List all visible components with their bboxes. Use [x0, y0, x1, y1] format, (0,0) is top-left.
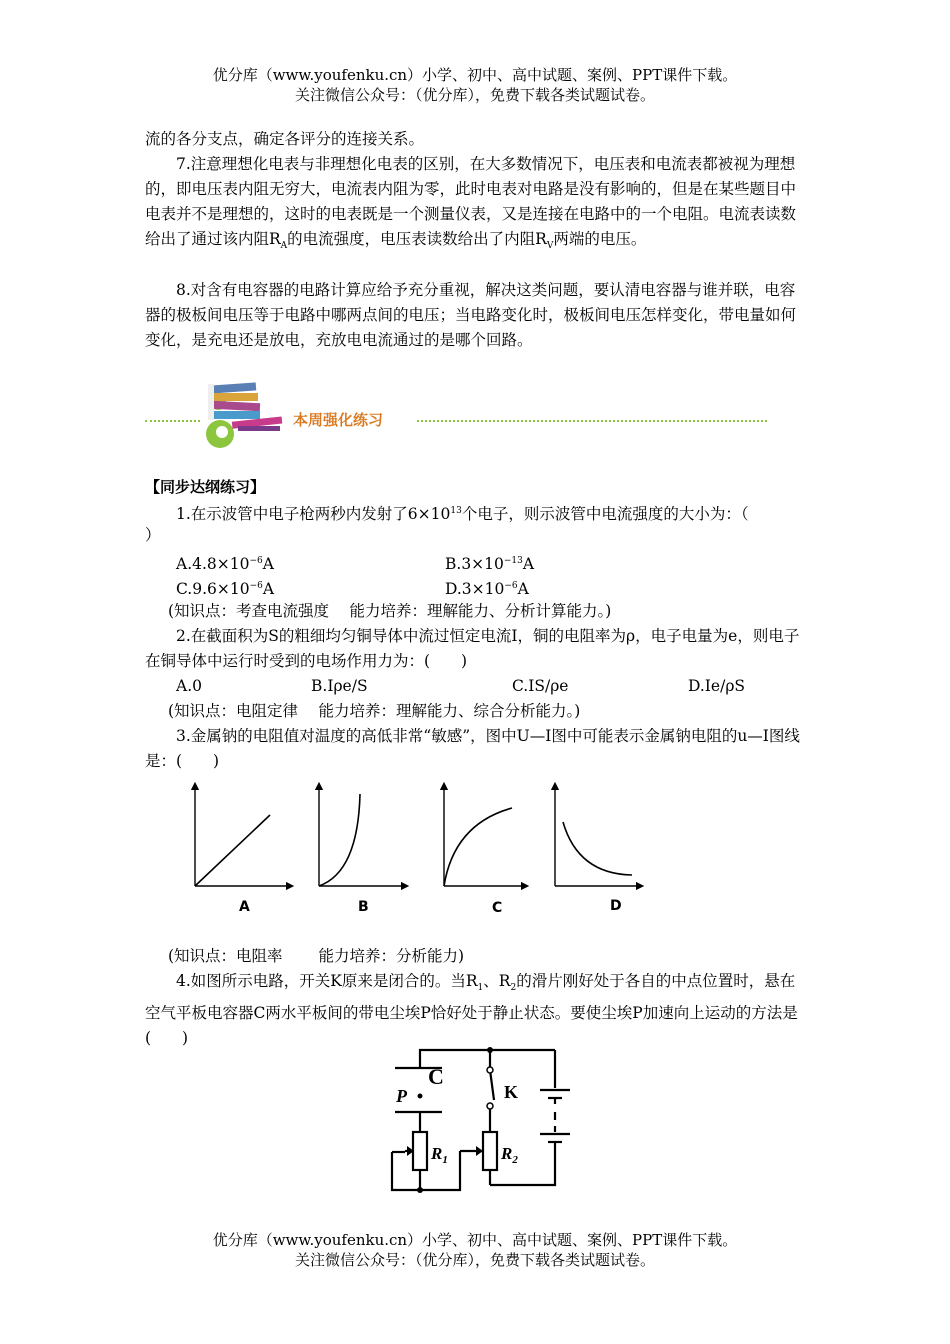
- page-header-line2: 关注微信公众号：（优分库），免费下载各类试题试卷。: [294, 86, 655, 104]
- q3-graphs: [180, 782, 650, 892]
- q1-option-b: $B.3\times 10^{-13}A$: [445, 555, 535, 574]
- q2-option-c: C.IS/ρe: [512, 677, 569, 695]
- switch-label: K: [504, 1082, 519, 1102]
- graph-label-c: C: [492, 900, 503, 916]
- q1-option-a: $A.4.8\times 10^{-6}A$: [176, 555, 274, 574]
- q2-knowledge-note: (知识点：电阻定律 能力培养：理解能力、综合分析能力。): [168, 702, 581, 720]
- q2-option-a: A.0: [176, 677, 202, 695]
- q3-stem: 3.金属钠的电阻值对温度的高低非常“敏感”，图中U—I图中可能表示金属钠电阻的u—I图线是：( ): [145, 727, 800, 770]
- paragraph-8: 8.对含有电容器的电路计算应给予充分重视，解决这类问题，要认清电容器与谁并联，电容器的极板间电压等于电路中哪两点间的电压；当电路变化时，极板间电压怎样变化，带电量如何变化，是充电还是放电，充放电电流通过的是哪个回路。: [145, 281, 797, 349]
- graph-c: [444, 786, 525, 886]
- graph-d: [555, 786, 640, 886]
- section-title: 【同步达纲练习】: [145, 478, 266, 496]
- q1-stem: 1.在示波管中电子枪两秒内发射了$6\times 10^{13}$个电子，则示波管中电流强度的大小为：（: [176, 505, 749, 524]
- paragraph-7: 7.注意理想化电表与非理想化电表的区别，在大多数情况下，电压表和电流表都被视为理想的，即电压表内阻无穷大，电流表内阻为零，此时电表对电路是没有影响的，但是在某些题目中电表并不是理想的，这时的电表既是一个测量仪表，又是连接在电路中的一个电阻。电流表读数给出了通过该内阻$R_A$的电流强度，电压表读数给出了内阻$R_V$两端的电压。: [145, 155, 797, 252]
- q1-knowledge-note: (知识点：考查电流强度 能力培养：理解能力、分析计算能力。): [168, 602, 612, 620]
- circuit-diagram: [380, 1040, 580, 1200]
- graph-label-b: B: [358, 899, 369, 915]
- resistor-r1-label: $R_1$: [431, 1144, 448, 1166]
- page-footer-line1: 优分库（www.youfenku.cn）小学、初中、高中试题、案例、PPT课件下载。: [212, 1231, 738, 1249]
- q2-option-b: B.Iρe/S: [311, 677, 368, 695]
- graph-label-a: A: [239, 899, 250, 915]
- particle-label: P: [396, 1086, 407, 1106]
- graph-b: [319, 786, 405, 886]
- capacitor-label: C: [428, 1064, 444, 1089]
- resistor-r2-label: $R_2$: [501, 1144, 518, 1166]
- banner-title: 本周强化练习: [293, 411, 384, 429]
- q2-option-d: D.Ie/ρS: [688, 677, 746, 695]
- paragraph-continuation: 流的各分支点，确定各评分的连接关系。: [145, 130, 425, 148]
- q1-option-c: $C.9.6\times 10^{-6}A$: [176, 580, 275, 599]
- graph-label-d: D: [610, 898, 622, 914]
- banner-divider-left: [145, 420, 200, 422]
- banner-divider-right: [417, 420, 767, 422]
- books-icon: [198, 374, 290, 454]
- q4-stem: 4.如图所示电路，开关K原来是闭合的。当$R_1$、$R_2$的滑片刚好处于各自的中点位置时，悬在空气平板电容器C两水平板间的带电尘埃P恰好处于静止状态。要使尘埃P加速向上运动的方法是( ): [145, 972, 798, 1048]
- q3-knowledge-note: (知识点：电阻率 能力培养：分析能力): [168, 947, 465, 965]
- q2-stem: 2.在截面积为S的粗细均匀铜导体中流过恒定电流I，铜的电阻率为ρ，电子电量为e，则电子在铜导体中运行时受到的电场作用力为：( ): [145, 627, 800, 670]
- page-header-line1: 优分库（www.youfenku.cn）小学、初中、高中试题、案例、PPT课件下载。: [212, 66, 738, 84]
- graph-a: [195, 786, 290, 886]
- q1-stem-end: ）: [145, 526, 161, 544]
- q1-option-d: $D.3\times 10^{-6}A$: [445, 580, 529, 599]
- page-footer-line2: 关注微信公众号：（优分库），免费下载各类试题试卷。: [294, 1251, 655, 1269]
